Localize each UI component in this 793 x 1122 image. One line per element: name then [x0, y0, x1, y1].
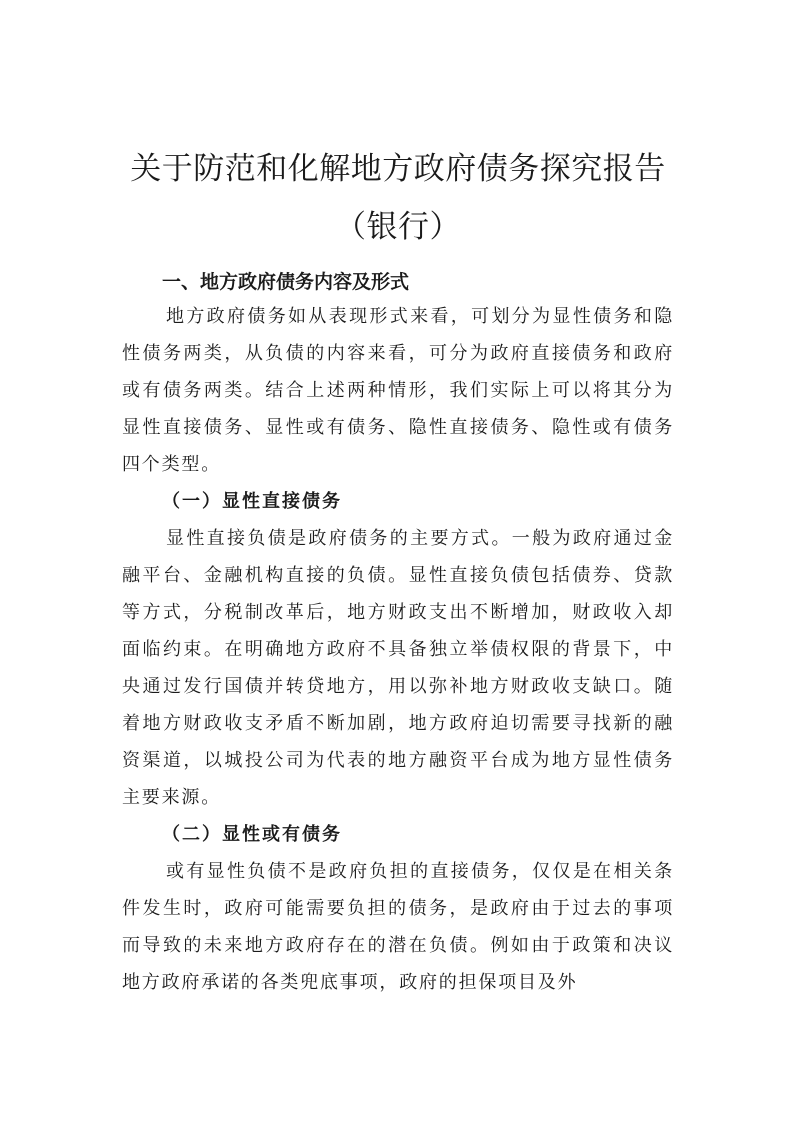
subsection-1-paragraph: 显性直接负债是政府债务的主要方式。一般为政府通过金融平台、金融机构直接的负债。显性直接负债包括债券、贷款等方式，分税制改革后，地方财政支出不断增加，财政收入却面临约束。在明确地方政府不具备独立举债权限的背景下，中央通过发行国债并转贷地方，用以弥补地方财政收支缺口。随着地方财政收支矛盾不断加剧，地方政府迫切需要寻找新的融资渠道，以城投公司为代表的地方融资平台成为地方显性债务主要来源。	[122, 528, 674, 808]
subsection-2-paragraph: 或有显性负债不是政府负担的直接债务，仅仅是在相关条件发生时，政府可能需要负担的债务，是政府由于过去的事项而导致的未来地方政府存在的潜在负债。例如由于政策和决议地方政府承诺的各类兜底事项，政府的担保项目及外	[122, 861, 674, 993]
document-title: 关于防范和化解地方政府债务探究报告（银行）	[130, 151, 666, 245]
section-1-paragraph: 地方政府债务如从表现形式来看，可划分为显性债务和隐性债务两类，从负债的内容来看，可分为政府直接债务和政府或有债务两类。结合上述两种情形，我们实际上可以将其分为显性直接债务、显性或有债务、隐性直接债务、隐性或有债务四个类型。	[122, 306, 674, 475]
subsection-heading-1: （一）显性直接债务	[162, 491, 342, 512]
subsection-heading-2: （二）显性或有债务	[162, 824, 342, 845]
section-heading-1: 一、地方政府债务内容及形式	[162, 271, 410, 293]
document-page	[122, 140, 674, 1001]
